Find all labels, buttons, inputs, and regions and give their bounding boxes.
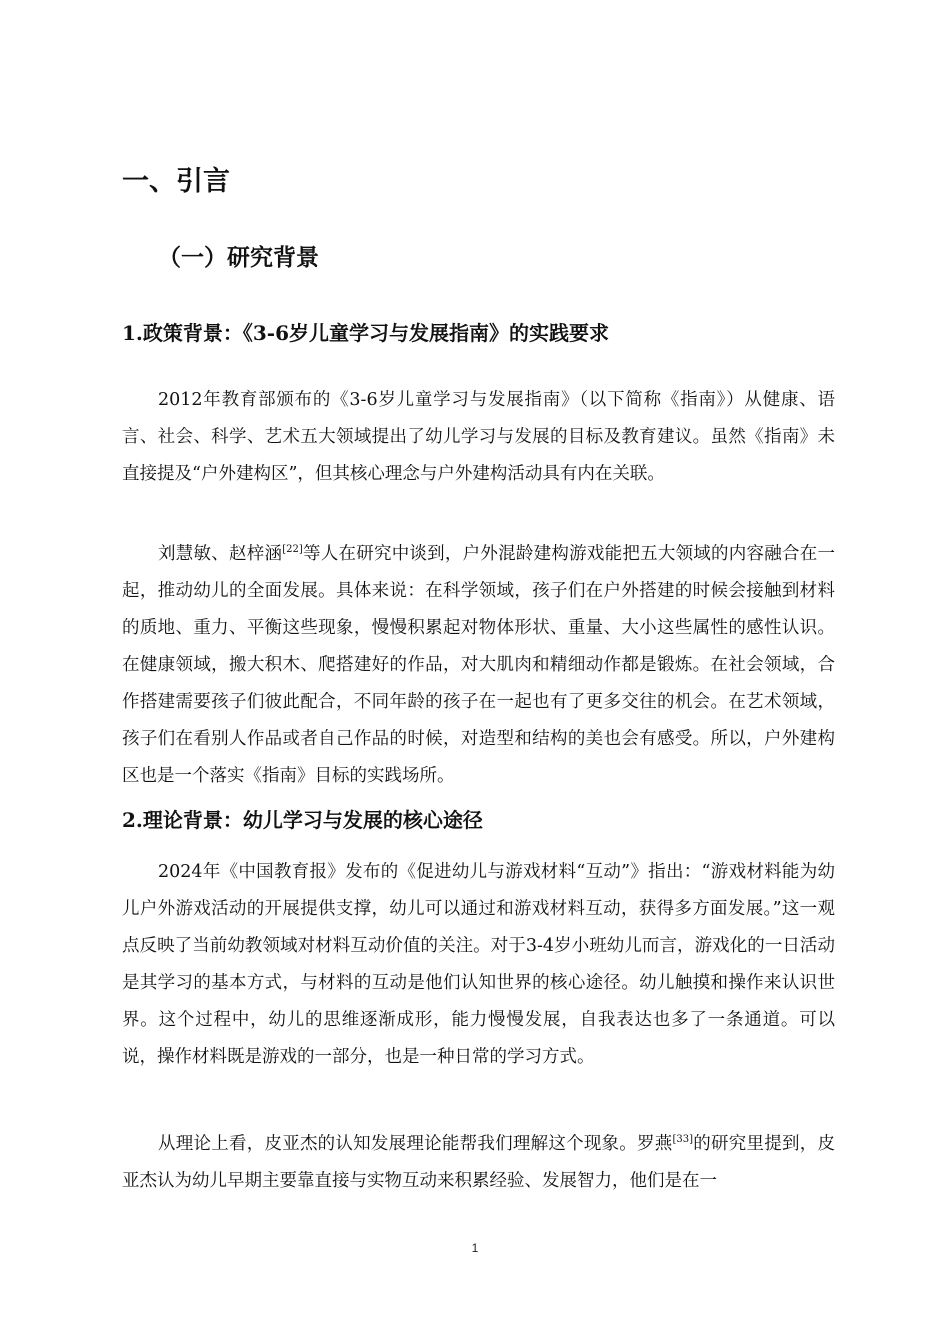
theory-paragraph-1: 2024年《中国教育报》发布的《促进幼儿与游戏材料“互动”》指出：“游戏材料能为幼儿户外游戏活动的开展提供支撑，幼儿可以通过和游戏材料互动，获得多方面发展。”这一观点反映了当前幼教领域对材料互动价值的关注。对于3-4岁小班幼儿而言，游戏化的一日活动是其学习的基本方式，与材料的互动是他们认知世界的核心途径。幼儿触摸和操作来认识世界。这个过程中，幼儿的思维逐渐成形，能力慢慢发展，自我表达也多了一条通道。可以说，操作材料既是游戏的一部分，也是一种日常的学习方式。 <box>122 862 835 1067</box>
policy-paragraph-2 <box>122 536 835 795</box>
chapter-heading: 一、引言 <box>122 166 230 197</box>
theory-paragraph-2 <box>122 1126 835 1200</box>
policy-paragraph-1: 2012年教育部颁布的《3-6岁儿童学习与发展指南》（以下简称《指南》）从健康、语言、社会、科学、艺术五大领域提出了幼儿学习与发展的目标及教育建议。虽然《指南》未直接提及“户外建构区”，但其核心理念与户外建构活动具有内在关联。 <box>122 390 835 484</box>
citation-marker: [33] <box>672 1134 694 1146</box>
paragraph-text: 刘慧敏、赵梓涵 <box>158 544 283 564</box>
citation-marker: [22] <box>282 544 303 556</box>
section-heading: （一）研究背景 <box>158 244 319 271</box>
page-number: 1 <box>471 1241 479 1255</box>
theory-background-heading: 2.理论背景：幼儿学习与发展的核心途径 <box>122 808 483 832</box>
paragraph-text: 等人在研究中谈到，户外混龄建构游戏能把五大领域的内容融合在一起，推动幼儿的全面发展。具体来说：在科学领域，孩子们在户外搭建的时候会接触到材料的质地、重力、平衡这些现象，慢慢积累起对物体形状、重量、大小这些属性的感性认识。在健康领域，搬大积木、爬搭建好的作品，对大肌肉和精细动作都是锻炼。在社会领域，合作搭建需要孩子们彼此配合，不同年龄的孩子在一起也有了更多交往的机会。在艺术领域，孩子们在看别人作品或者自己作品的时候，对造型和结构的美也会有感受。所以，户外建构区也是一个落实《指南》目标的实践场所。 <box>122 544 836 786</box>
paragraph-text: 的研究里提到，皮亚杰认为幼儿早期主要靠直接与实物互动来积累经验、发展智力，他们是在一 <box>122 1134 836 1191</box>
paragraph-text: 从理论上看，皮亚杰的认知发展理论能帮我们理解这个现象。罗燕 <box>158 1134 673 1154</box>
policy-background-heading: 1.政策背景：《3-6岁儿童学习与发展指南》的实践要求 <box>122 321 610 345</box>
